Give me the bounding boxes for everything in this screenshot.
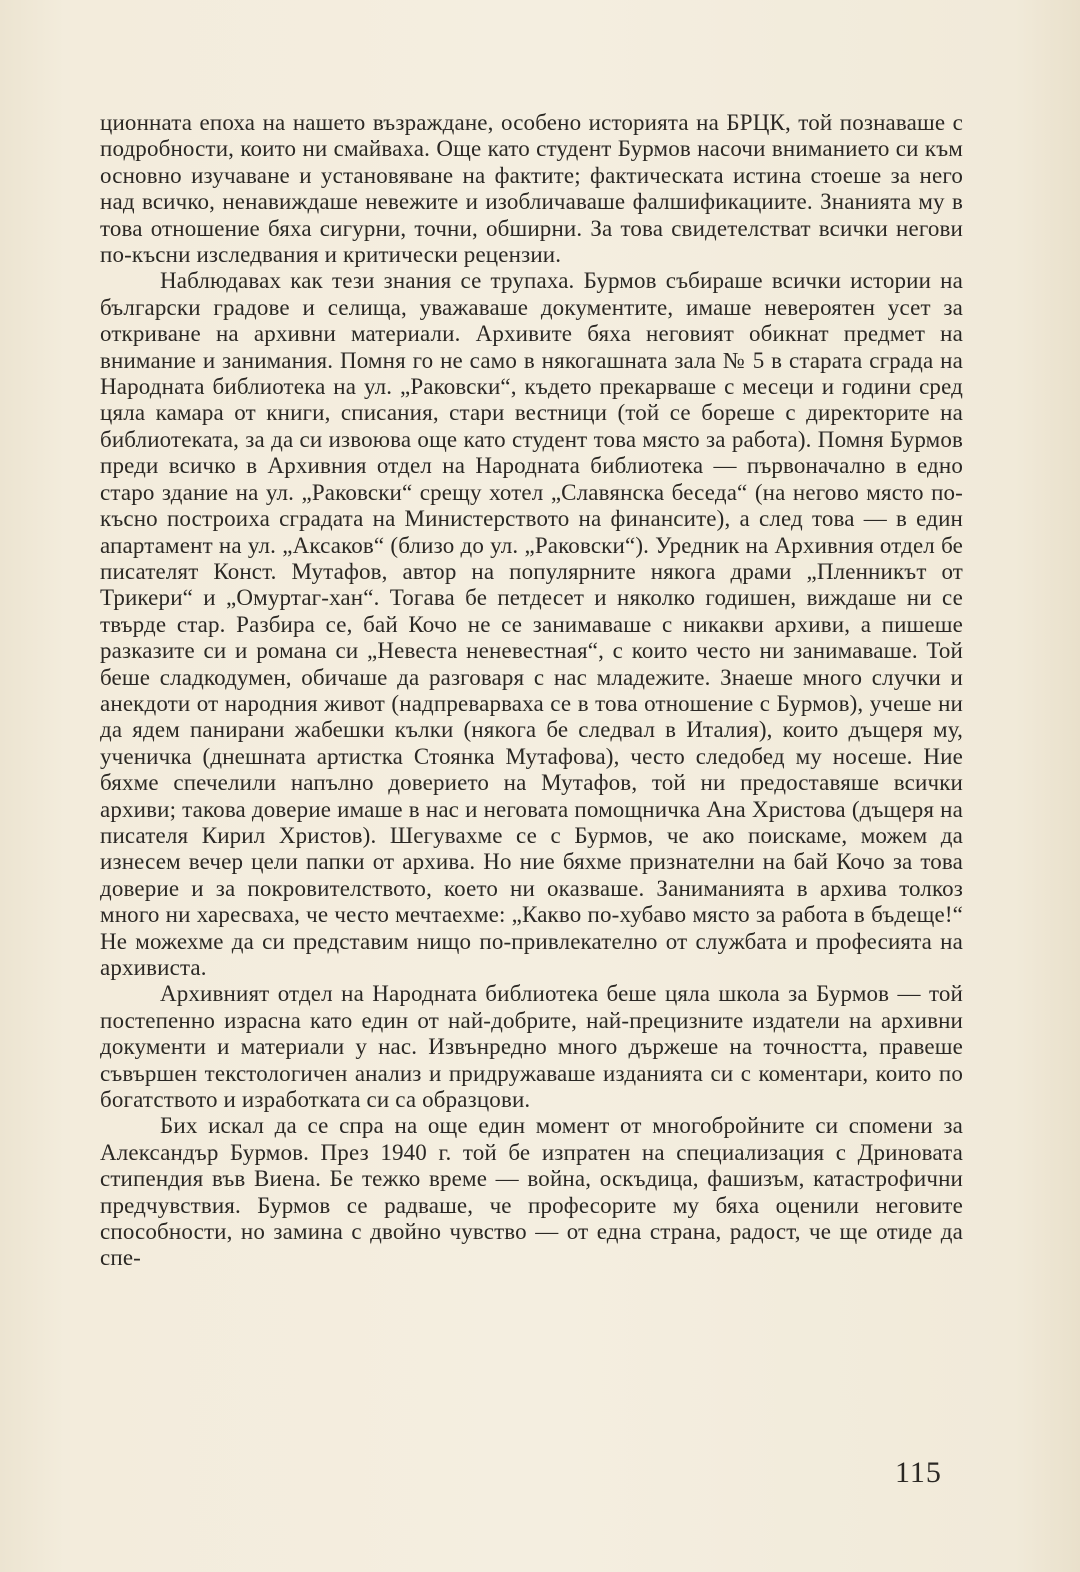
paragraph-4: Бих искал да се спра на още един момент от многобройните си спомени за Александър Бурмов. През 1940 г. той бе изпратен на специализация с Дриновата стипендия във Виена. Бе тежко време — война, оскъдица, фашизъм, катастрофични предчувствия. Бурмов се радваше, че професорите му бяха оценили неговите способности, но замина с двойно чувство — от една страна, радост, че ще отиде да спе- [100, 1113, 963, 1271]
paragraph-1: ционната епоха на нашето възраждане, особено историята на БРЦК, той познаваше с подробности, които ни смайваха. Още като студент Бурмов насочи вниманието си към основно изучаване и установяване на фактите; фактическата истина стоеше за него над всичко, ненавиждаше невежите и изобличаваше фалшификациите. Знанията му в това отношение бяха сигурни, точни, обширни. За това свидетелстват всички негови по-късни изследвания и критически рецензии. [100, 110, 963, 268]
page-number: 115 [895, 1456, 942, 1489]
paragraph-2: Наблюдавах как тези знания се трупаха. Бурмов събираше всички истории на български градове и селища, уважаваше документите, имаше невероятен усет за откриване на архивни материали. Архивите бяха неговият обикнат предмет на внимание и занимания. Помня го не само в някогашната зала № 5 в старата сграда на Народната библиотека на ул. „Раковски“, където прекарваше с месеци и години сред цяла камара от книги, списания, стари вестници (той се бореше с директорите на библиотеката, за да си извоюва още като студент това място за работа). Помня Бурмов преди всичко в Архивния отдел на Народната библиотека — първоначално в едно старо здание на ул. „Раковски“ срещу хотел „Славянска беседа“ (на негово място по-късно построиха сградата на Министерството на финансите), а след това — в един апартамент на ул. „Аксаков“ (близо до ул. „Раковски“). Уредник на Архивния отдел бе писателят Конст. Мутафов, автор на популярните някога драми „Пленникът от Трикери“ и „Омуртаг-хан“. Тогава бе петдесет и няколко годишен, виждаше ни се твърде стар. Разбира се, бай Кочо не се занимаваше с никакви архиви, а пишеше разказите си и романа си „Невеста неневестная“, с които често ни занимаваше. Той беше сладкодумен, обичаше да разговаря с нас младежите. Знаеше много случки и анекдоти от народния живот (надпреварваха се в това отношение с Бурмов), учеше ни да ядем панирани жабешки кълки (някога бе следвал в Италия), които дъщеря му, ученичка (днешната артистка Стоянка Мутафова), често следобед му носеше. Ние бяхме спечелили напълно доверието на Мутафов, той ни предоставяше всички архиви; такова доверие имаше в нас и неговата помощничка Ана Христова (дъщеря на писателя Кирил Христов). Шегувахме се с Бурмов, че ако поискаме, можем да изнесем вечер цели папки от архива. Но ние бяхме признателни на бай Кочо за това доверие и за покровителството, което ни оказваше. Заниманията в архива толкоз много ни харесваха, че често мечтаехме: „Какво по-хубаво място за работа в бъдеще!“ Не можехме да си представим нищо по-привлекателно от службата и професията на архивиста. [100, 268, 963, 980]
body-text [100, 110, 963, 1272]
paragraph-3: Архивният отдел на Народната библиотека беше цяла школа за Бурмов — той постепенно израсна като един от най-добрите, най-прецизните издатели на архивни документи и материали у нас. Извънредно много държеше на точността, правеше съвършен текстологичен анализ и придружаваше изданията си с коментари, които по богатството и изработката си са образцови. [100, 981, 963, 1113]
